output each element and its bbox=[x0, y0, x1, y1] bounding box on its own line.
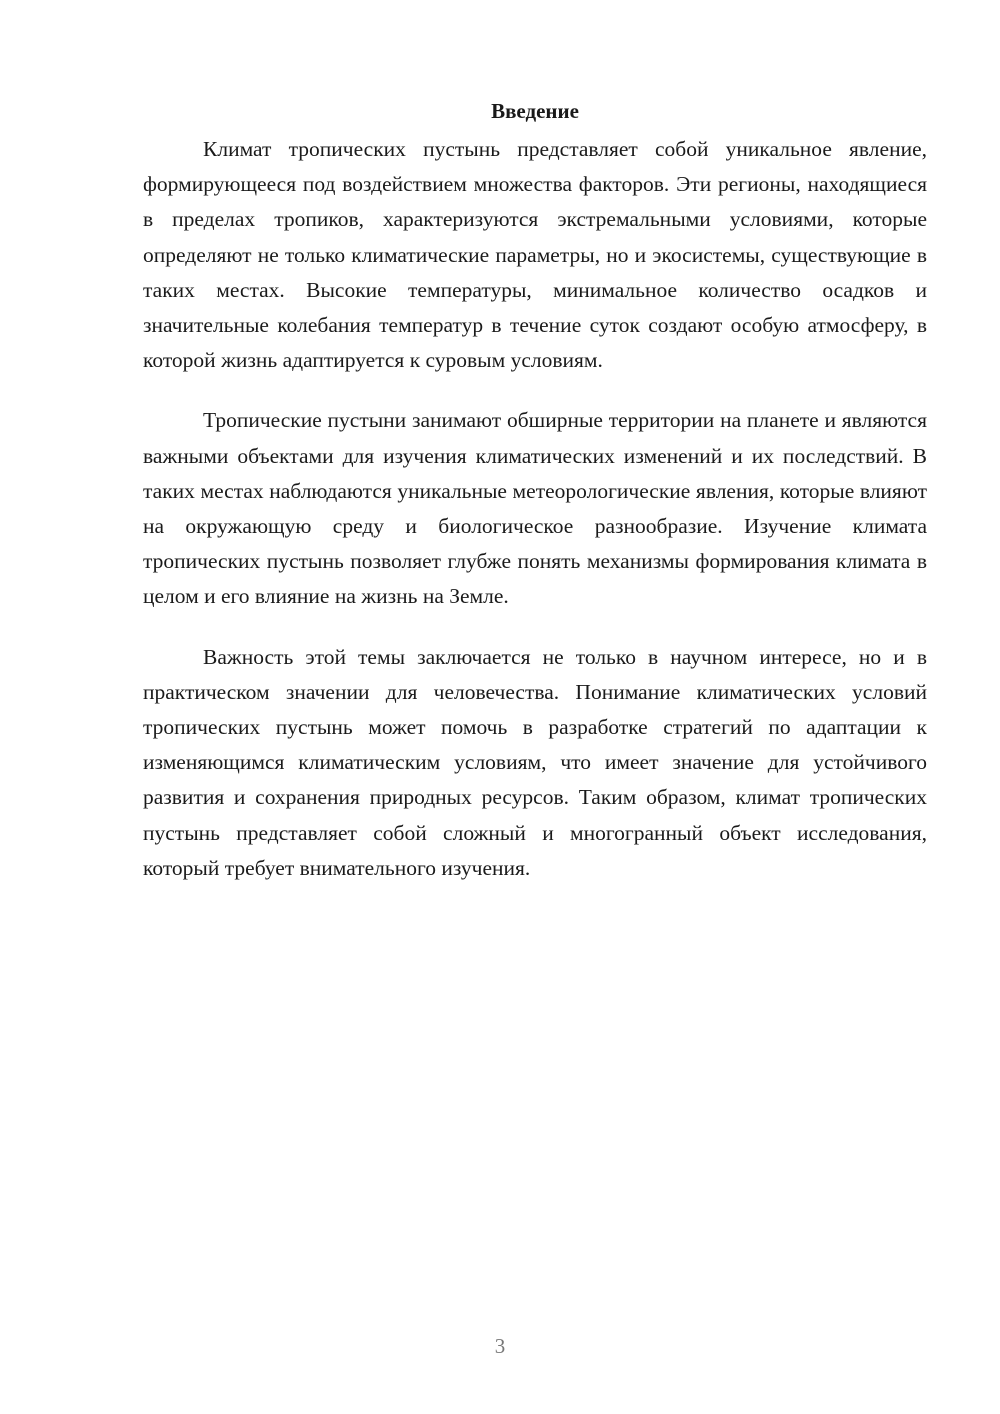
paragraph-2: Тропические пустыни занимают обширные территории на планете и являются важными объектами для изучения климатических изменений и их последствий. В таких местах наблюдаются уникальные метеорологические явления, которые влияют на окружающую среду и биологическое разнообразие. Изучение климата тропических пустынь позволяет глубже понять механизмы формирования климата в целом и его влияние на жизнь на Земле. bbox=[143, 408, 927, 609]
page-number: 3 bbox=[494, 1334, 506, 1358]
paragraph-3: Важность этой темы заключается не только в научном интересе, но и в практическом значении для человечества. Понимание климатических условий тропических пустынь может помочь в разработке стратегий по адаптации к изменяющимся климатическим условиям, что имеет значение для устойчивого развития и сохранения природных ресурсов. Таким образом, климат тропических пустынь представляет собой сложный и многогранный объект исследования, который требует внимательного изучения. bbox=[143, 644, 927, 880]
paragraph-1: Климат тропических пустынь представляет собой уникальное явление, формирующееся под воздействием множества факторов. Эти регионы, находящиеся в пределах тропиков, характеризуются экстремальными условиями, которые определяют не только климатические параметры, но и экосистемы, существующие в таких местах. Высокие температуры, минимальное количество осадков и значительные колебания температур в течение суток создают особую атмосферу, в которой жизнь адаптируется к суровым условиям. bbox=[143, 137, 927, 373]
section-title: Введение bbox=[491, 99, 579, 123]
page-content bbox=[143, 96, 927, 911]
